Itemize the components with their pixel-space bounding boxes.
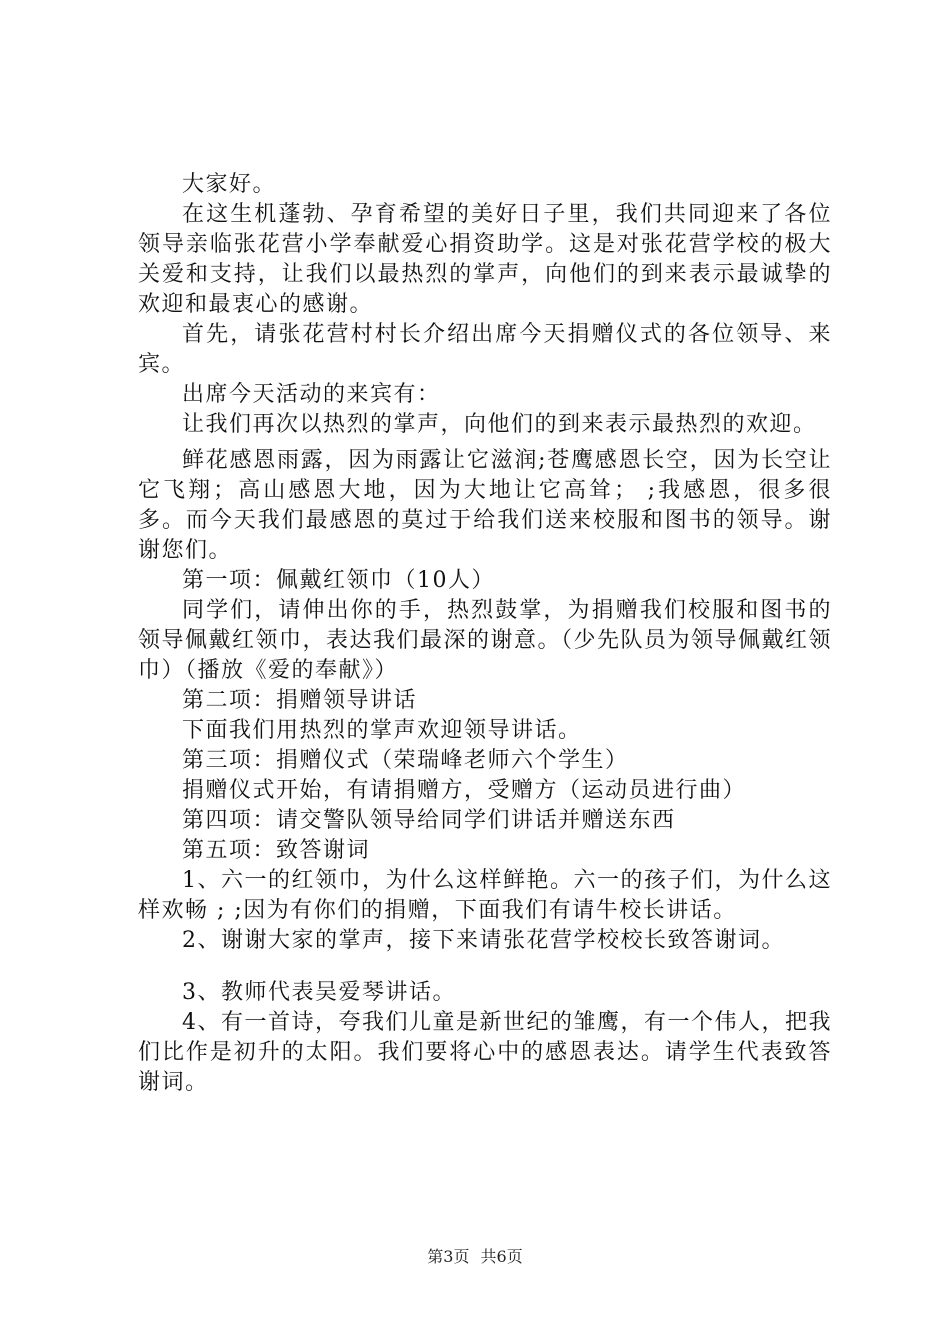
item-five-heading: 第五项：致答谢词 xyxy=(182,838,371,863)
item-two-heading: 第二项：捐赠领导讲话 xyxy=(182,688,418,713)
item-three-heading: 第三项：捐赠仪式（荣瑞峰老师六个学生） xyxy=(182,748,629,773)
gratitude-paragraph: 鲜花感恩雨露，因为雨露让它滋润;苍鹰感恩长空，因为长空让它飞翔；高山感恩大地，因为大地让它高耸； ;我感恩，很多很多。而今天我们最感恩的莫过于给我们送来校服和图书的领导。谢谢您们。 xyxy=(138,448,832,563)
document-body xyxy=(138,170,832,1098)
thanks-point-3: 3、教师代表吴爱琴讲话。 xyxy=(182,980,456,1005)
item-four-heading: 第四项：请交警队领导给同学们讲话并赠送东西 xyxy=(182,808,676,833)
greeting-paragraph: 大家好。 xyxy=(182,172,277,197)
welcome-paragraph: 在这生机蓬勃、孕育希望的美好日子里，我们共同迎来了各位领导亲临张花营小学奉献爱心捐资助学。这是对张花营学校的极大关爱和支持，让我们以最热烈的掌声，向他们的到来表示最诚挚的欢迎和最衷心的感谢。 xyxy=(138,202,832,317)
guests-list-paragraph: 出席今天活动的来宾有： xyxy=(182,382,441,407)
intro-guests-paragraph: 首先，请张花营村村长介绍出席今天捐赠仪式的各位领导、来宾。 xyxy=(138,322,832,377)
page-footer xyxy=(0,1244,950,1267)
thanks-point-4: 4、有一首诗，夸我们儿童是新世纪的雏鹰，有一个伟人，把我们比作是初升的太阳。我们要将心中的感恩表达。请学生代表致答谢词。 xyxy=(138,1010,832,1095)
thanks-point-1: 1、六一的红领巾，为什么这样鲜艳。六一的孩子们，为什么这样欢畅 ; ;因为有你们的捐赠，下面我们有请牛校长讲话。 xyxy=(138,868,832,923)
page-total: 共6页 xyxy=(480,1247,523,1266)
applause-paragraph: 让我们再次以热烈的掌声，向他们的到来表示最热烈的欢迎。 xyxy=(182,412,817,437)
thanks-point-2: 2、谢谢大家的掌声，接下来请张花营学校校长致答谢词。 xyxy=(182,928,785,953)
item-one-paragraph: 同学们，请伸出你的手，热烈鼓掌，为捐赠我们校服和图书的领导佩戴红领巾，表达我们最深的谢意。（少先队员为领导佩戴红领巾）（播放《爱的奉献》） xyxy=(138,598,833,683)
page-number: 第3页 xyxy=(427,1247,470,1266)
item-two-paragraph: 下面我们用热烈的掌声欢迎领导讲话。 xyxy=(182,718,582,743)
item-one-heading: 第一项：佩戴红领巾（10人） xyxy=(182,568,495,593)
item-three-paragraph: 捐赠仪式开始，有请捐赠方，受赠方（运动员进行曲） xyxy=(182,778,747,803)
